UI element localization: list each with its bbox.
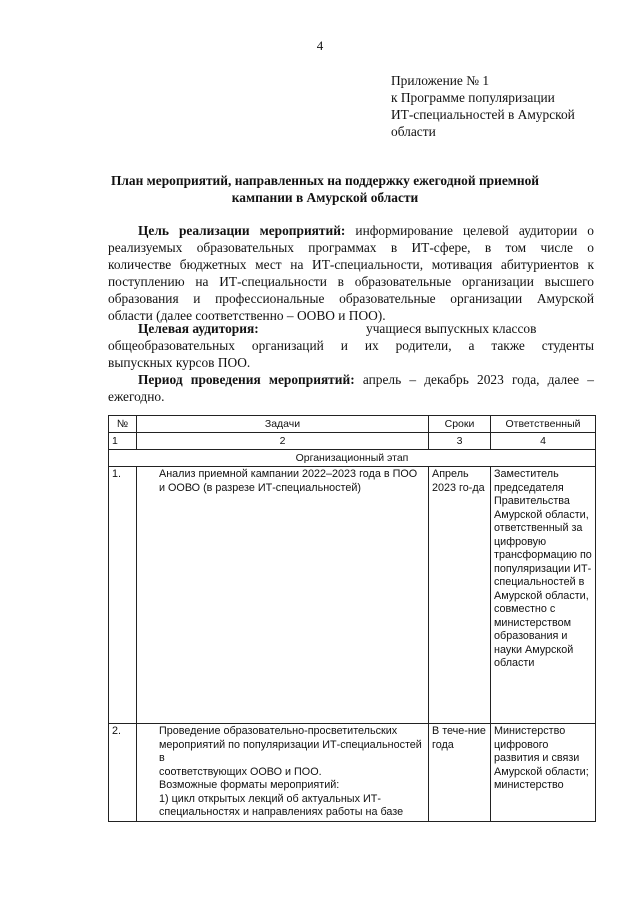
row-task-line: Проведение образовательно-просветительских [159,725,398,737]
goal-text: области (далее соответственно – ООВО и ПОО). [108,308,386,323]
table-header-row [109,416,596,433]
appendix-block [391,72,621,140]
row-task: Анализ приемной кампании 2022–2023 года в ПОО и ООВО (в разрезе ИТ-специальностей) [137,467,429,724]
table-row [109,467,596,724]
goal-paragraph [108,222,594,324]
column-number: 2 [137,433,429,450]
appendix-line: области [391,124,436,139]
column-number: 4 [491,433,596,450]
row-number: 1. [109,467,137,724]
row-number: 2. [109,724,137,822]
header-tasks: Задачи [137,416,429,433]
period-text: апрель – декабрь 2023 года, далее – [354,372,594,387]
events-table [108,415,596,822]
column-number: 3 [429,433,491,450]
audience-paragraph [108,320,594,371]
row-task-line: мероприятий по популяризации ИТ-специальностей в [159,738,422,764]
row-task [137,724,429,822]
row-task-line: 1) цикл открытых лекций об актуальных ИТ- [159,792,381,805]
period-label: Период проведения мероприятий: [138,372,355,387]
goal-text: информирование целевой аудитории о [345,223,594,238]
appendix-line: Приложение № 1 [391,73,490,88]
audience-text: общеобразовательных организаций и их родители, а также студенты [108,338,594,353]
row-task-line: специальностях и направлениях работы на базе [159,806,404,818]
appendix-line: ИТ-специальностей в Амурской [391,107,575,122]
period-text: ежегодно. [108,389,165,404]
page-number: 4 [316,38,324,53]
audience-label: Целевая аудитория: [138,321,259,336]
column-number: 1 [109,433,137,450]
goal-text: поступлению на ИТ-специальности в образовательные организации высшего [108,274,594,289]
stage-row [109,450,596,467]
goal-label: Цель реализации мероприятий: [138,223,346,238]
goal-text: количестве бюджетных мест на ИТ-специальности, мотивация абитуриентов к [108,257,594,272]
audience-text: выпускных курсов ПОО. [108,355,251,370]
table-row [109,724,596,822]
row-responsible: Заместитель председателя Правительства Амурской области, ответственный за цифровую трансформацию по популяризации ИТ-специальностей в Амурской области, совместно с министерством образования и науки Амурской области [491,467,596,724]
column-number-row [109,433,596,450]
row-term: В тече-ние года [429,724,491,822]
period-paragraph [108,371,594,405]
audience-text: учащиеся выпускных классов [366,321,537,336]
title-line: кампании в Амурской области [231,190,419,205]
goal-text: реализуемых образовательных программах в ИТ-сфере, в том числе о [108,240,594,255]
appendix-line: к Программе популяризации [391,90,555,105]
header-number: № [109,416,137,433]
row-term: Апрель 2023 го-да [429,467,491,724]
stage-label: Организационный этап [109,450,596,467]
row-task-line: соответствующих ООВО и ПОО. [159,765,322,778]
row-task-line: Возможные форматы мероприятий: [159,779,340,791]
goal-text: образования и профессиональные образовательные организации Амурской [108,291,594,306]
row-responsible: Министерство цифрового развития и связи Амурской области; министерство [491,724,596,822]
document-title [80,172,570,206]
header-responsible: Ответственный [491,416,596,433]
header-terms: Сроки [429,416,491,433]
title-line: План мероприятий, направленных на поддержку ежегодной приемной [110,173,540,188]
